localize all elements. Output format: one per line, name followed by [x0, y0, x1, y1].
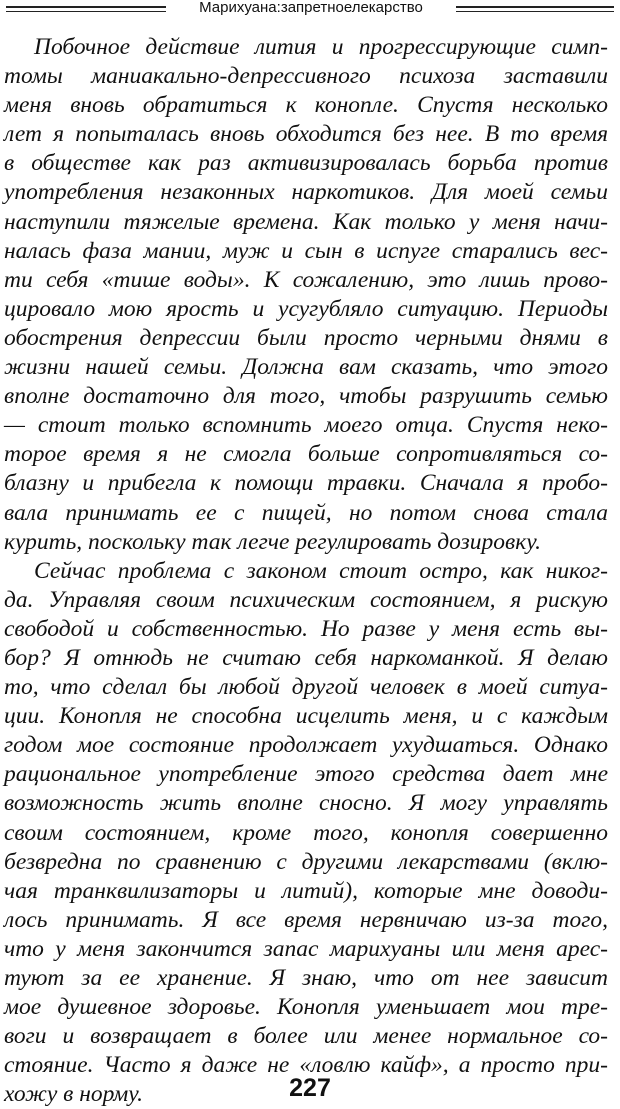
text-line: ти себя «тише воды». К сожалению, это лишь прово-	[4, 266, 608, 293]
text-line: вала принимать ее с пищей, но потом снова стала	[4, 499, 608, 526]
text-line: в обществе как раз активизировалась борьба против	[4, 150, 608, 177]
text-line: вполне достаточно для того, чтобы разрушить семью	[4, 383, 608, 410]
text-line: меня вновь обратиться к конопле. Спустя несколько	[4, 92, 608, 119]
text-line: блазну и прибегла к помощи травки. Сначала я пробо-	[4, 470, 608, 497]
text-line: жизни нашей семьи. Должна вам сказать, что этого	[4, 354, 608, 381]
text-line: то, что сделал бы любой другой человек в моей ситуа-	[4, 674, 608, 701]
text-line: свободой и собственностью. Но разве у меня есть вы-	[4, 615, 608, 642]
text-line: своим состоянием, кроме того, конопля совершенно	[4, 819, 608, 846]
text-line: торое время я не смогла больше сопротивляться со-	[4, 441, 608, 468]
text-line: хожу в норму.	[4, 1081, 144, 1108]
text-line: томы маниакально-депрессивного психоза заставили	[4, 63, 608, 90]
text-line: бор? Я отнюдь не считаю себя наркоманкой. Я делаю	[4, 644, 608, 671]
header-rule-right-thin	[456, 11, 614, 12]
text-line: стояние. Часто я даже не «ловлю кайф», а просто при-	[4, 1052, 608, 1079]
running-header	[0, 0, 620, 20]
body-text	[4, 33, 608, 1109]
text-line: налась фаза мании, муж и сын в испуге старались вес-	[4, 237, 608, 264]
text-line: что у меня закончится запас марихуаны или меня арес-	[4, 935, 608, 962]
page-number: 227	[289, 1074, 331, 1102]
text-line: возможность жить вполне сносно. Я могу управлять	[4, 790, 608, 817]
text-line: употребления незаконных наркотиков. Для моей семьи	[4, 179, 608, 206]
text-line: лет я попыталась вновь обходится без нее. В то время	[4, 121, 608, 148]
text-line: воги и возвращает в более или менее нормальное со-	[4, 1023, 608, 1050]
text-line: туют за ее хранение. Я знаю, что от нее зависит	[4, 965, 608, 991]
text-line: — стоит только вспомнить моего отца. Спустя неко-	[4, 412, 608, 439]
text-line: обострения депрессии были просто черными днями в	[4, 324, 608, 351]
running-header-title: Марихуана:запретноелекарство	[199, 0, 423, 16]
text-line: Побочное действие лития и прогрессирующие симп-	[34, 34, 608, 60]
text-line: курить, поскольку так легче регулировать дозировку.	[4, 528, 542, 555]
text-line: мое душевное здоровье. Конопля уменьшает мои тре-	[4, 994, 608, 1021]
text-line: цировало мою ярость и усугубляло ситуацию. Периоды	[4, 295, 608, 322]
text-line: рациональное употребление этого средства дает мне	[4, 761, 608, 788]
paragraph	[4, 33, 608, 557]
paragraph	[4, 557, 608, 1109]
text-line: Сейчас проблема с законом стоит остро, как никог-	[34, 557, 608, 584]
text-line: наступили тяжелые времена. Как только у меня начи-	[4, 208, 608, 235]
header-rule-left	[6, 6, 166, 8]
text-line: да. Управляя своим психическим состоянием, я рискую	[4, 586, 608, 613]
text-line: ции. Конопля не способна исцелить меня, и с каждым	[4, 703, 608, 730]
text-line: годом мое состояние продолжает ухудшаться. Однако	[4, 732, 608, 759]
text-line: лось принимать. Я все время нервничаю из-за того,	[4, 906, 608, 933]
text-line: чая транквилизаторы и литий), которые мне доводи-	[4, 877, 608, 904]
header-rule-left-thin	[6, 11, 166, 12]
header-rule-right	[456, 6, 614, 8]
text-line: безвредна по сравнению с другими лекарствами (вклю-	[4, 848, 608, 875]
